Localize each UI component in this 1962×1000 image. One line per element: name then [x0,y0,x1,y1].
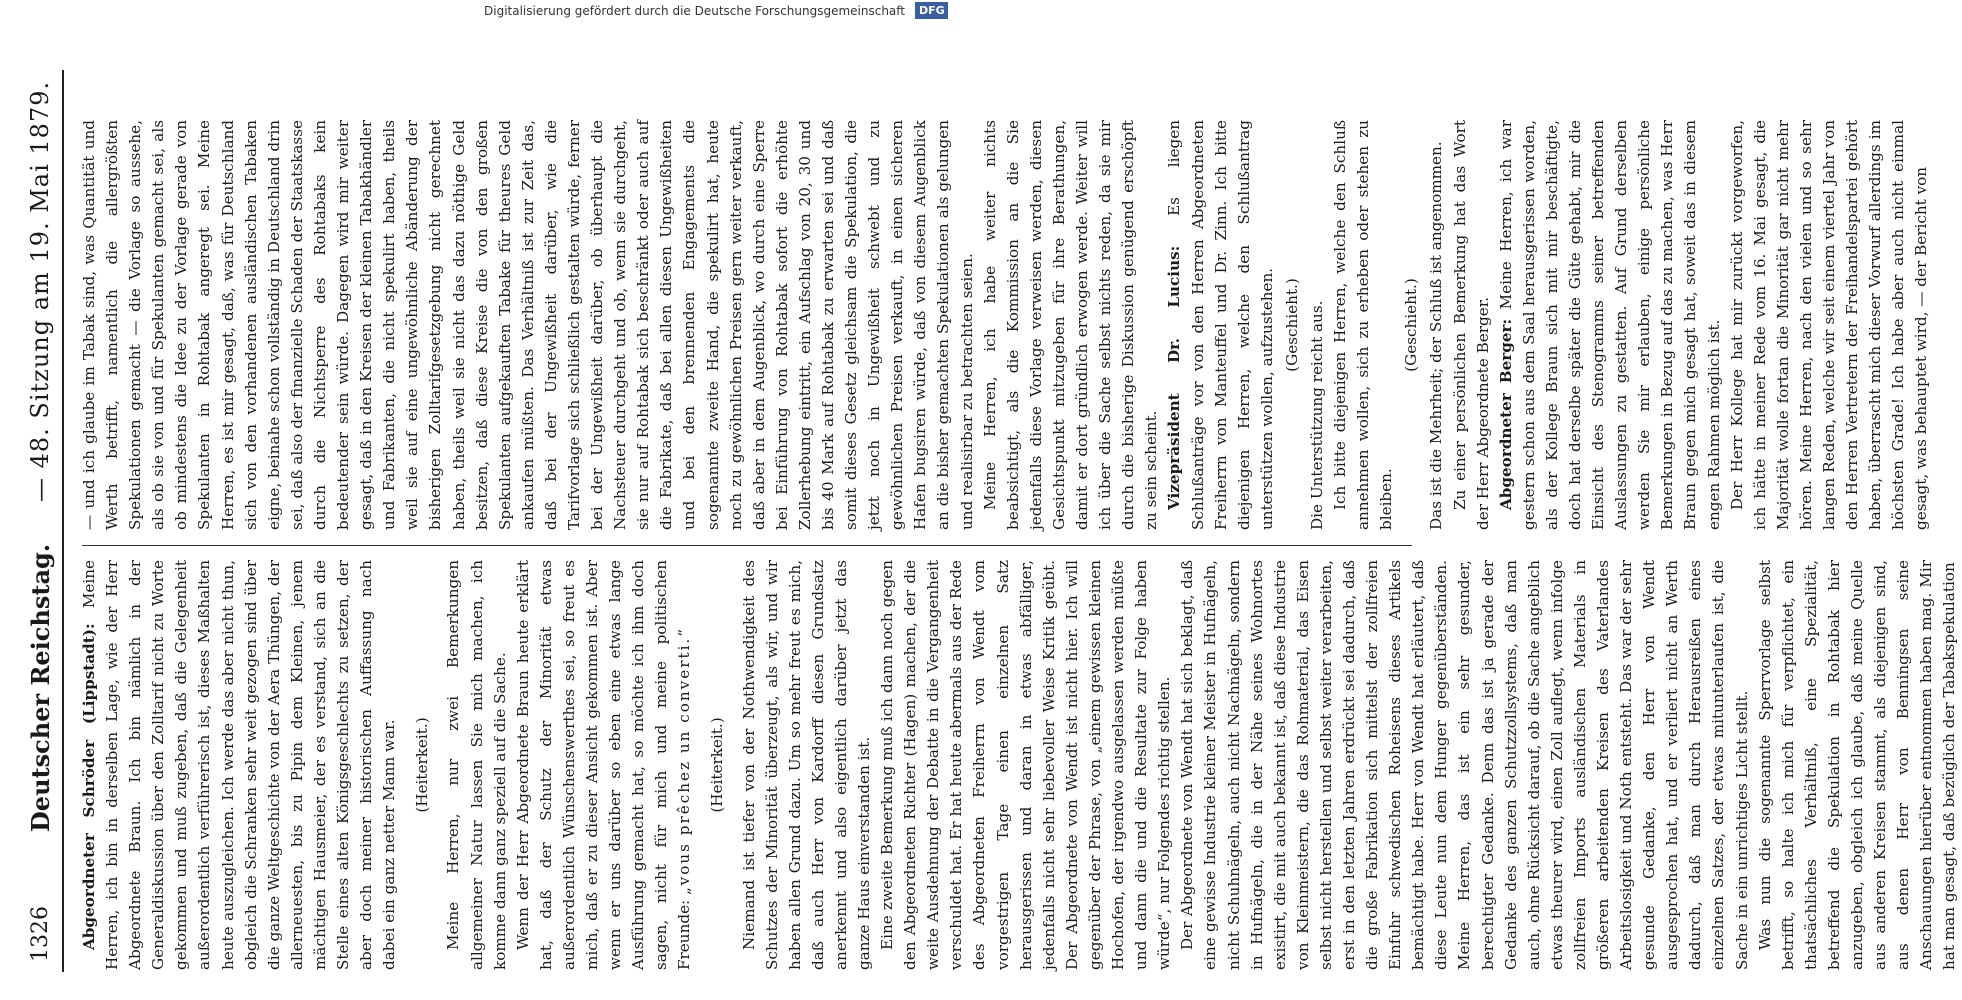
speaker-name: Abgeordneter Berger: [1496,318,1515,510]
speaker-name: Abgeordneter Schröder (Lippstadt): [80,623,98,950]
paragraph: Das ist die Mehrheit; der Schluß ist angenommen. [1427,141,1446,530]
stage-direction: (Heiterkeit.) [708,717,727,813]
paragraph: Abgeordneter Berger: Meine Herren, ich war gestern schon aus dem Saal herausgerissen worden, als der Kollege Braun sich mit mir beschäftigte, doch hat derselbe später die Güte gehabt, mir die Einsicht des Stenogramms seiner betreffenden Auslassungen zu gestatten. Auf Grund derselben werden Sie mir erlauben, einige persönliche Bemerkungen in Bezug auf das zu machen, was Herr Braun gegen mich gesagt hat, soweit das in diesem engen Rahmen möglich ist. [1496,120,1723,530]
paragraph: Wenn der Herr Abgeordnete Braun heute erklärt hat, daß der Schutz der Minorität etwas außerordentlich Wünschenswerthes sei, so freut es mich, daß er zu dieser Ansicht gekommen ist. Aber wenn er uns darüber so eben eine etwas lange Ausführung gemacht hat, so möchte ich ihm doch sagen, nicht für mich und meine politischen Freunde: „vous prêchez un converti.“ [513,560,694,970]
paragraph: Der Herr Kollege hat mir zurückt vorgeworfen, ich hätte in meiner Rede vom 16. Mai gesagt, die Majorität wolle fortan die Minorität gar nicht mehr hören. Meine Herren, nach den vielen und so sehr langen Reden, welche wir seit einem viertel Jahr von den Herren Vertretern der Freihandelspartei gehört haben, überrascht mich dieser Vorwurf allerdings im höchsten Grade! Ich habe aber auch nicht einmal gesagt, was behauptet wird, — der Bericht von [1727,120,1931,530]
column-divider [82,545,1412,546]
paragraph: Ich bitte diejenigen Herren, welche den Schluß annehmen wollen, sich zu erheben oder stehen zu bleiben. [1331,120,1396,530]
page-header [22,70,64,972]
paragraph: Eine zweite Bemerkung muß ich dann noch gegen den Abgeordneten Richter (Hagen) machen, der die weite Ausdehnung der Debatte in die Vergangenheit verschuldet hat. Er hat heute abermals aus der Rede des Abgeordneten Freiherrn von Wendt vom vorgestrigen Tage einen einzelnen Satz herausgerissen und daran in etwas abfälliger, jedenfalls nicht sehr liebevoller Weise Kritik geübt. Der Abgeordnete von Wendt ist nicht hier. Ich will gegenüber der Phrase, von „einem gewissen kleinen Hochofen, der irgendwo ausgelassen werden müßte und dann die und die Resultate zur Folge haben würde“, nur Folgendes richtig stellen. [878,560,1174,970]
credit-text: Digitalisierung gefördert durch die Deutsche Forschungsgemeinschaft [483,4,905,18]
page-number: 1326 [28,906,53,962]
stage-direction: (Heiterkeit.) [413,717,432,813]
paragraph: Zu einer persönlichen Bemerkung hat das Wort der Herr Abgeordnete Berger. [1450,120,1492,530]
stage-direction: (Geschieht.) [1402,278,1421,372]
paragraph: Was nun die sogenannte Sperrvorlage selbst betrifft, so halte ich mich für verpflichtet, ein thatsächliches Verhältniß, eine Spezialität, betreffend die Spekulation in Rohtabak hier anzugeben, obgleich ich glaube, daß meine Quelle aus anderen Kreisen stammt, als diejenigen sind, aus denen Herr von Benningsen seine Anschauungen hierüber entnommen haben mag. Mir hat man gesagt, daß bezüglich der Tabakspekulation [1755,560,1959,970]
paragraph: Meine Herren, ich habe weiter nichts beabsichtigt, als die Kommission an die Sie jedenfalls diese Vorlage verweisen werden, diesen Gesichtspunkt mitzugeben für ihre Berathungen, damit er dort gründlich erwogen werde. Weiter will ich über die Sache selbst nichts reden, da sie mir durch die bisherige Diskussion genügend erschöpft zu sein scheint. [980,120,1161,530]
paragraph: Meine Herren, nur zwei Bemerkungen allgemeiner Natur lassen Sie mich machen, ich komme dann ganz speziell auf die Sache. [444,560,509,970]
right-column [78,120,1931,530]
paragraph: Die Unterstützung reicht aus. [1307,300,1326,530]
paragraph: Vizepräsident Dr. Lucius: Es liegen Schlußanträge vor von den Herren Abgeordneten Freiherrn von Manteuffel und Dr. Zinn. Ich bitte diejenigen Herren, welche den Schlußantrag unterstützen wollen, aufzustehen. [1165,120,1276,530]
digitization-credit [0,0,1432,60]
session-heading: — 48. Sitzung am 19. Mai 1879. [26,80,54,502]
dfg-logo: DFG [915,2,949,19]
speaker-name: Vizepräsident Dr. Lucius: [1165,245,1184,510]
page-title: Deutscher Reichstag. [26,543,55,832]
paragraph: — und ich glaube im Tabak sind, was Quantität und Werth betrifft, namentlich die allergrößten Spekulationen gemacht — die Vorlage so aussehe, als ob sie von und für Spekulanten gemacht sei, als ob mindestens die Idee zu der Vorlage gerade von Spekulanten in Rohtabak angeregt sei. Meine Herren, es ist mir gesagt, daß, was für Deutschland sich von den vorhandenen ausländischen Tabaken eigne, beinahe schon vollständig in Deutschland drin sei, daß also der finanzielle Schaden der Staatskasse durch die Nichtsperre des Rohtabaks kein bedeutender sein würde. Dagegen wird mir weiter gesagt, daß in den Kreisen der kleinen Tabakhändler und Fabrikanten, die nicht spekulirt haben, theils weil sie auf eine ungewöhnliche Abänderung der bisherigen Zolltarifgesetzgebung nicht gerechnet haben, theils weil sie nicht das dazu nöthige Geld besitzen, daß diese Kreise die von den großen Spekulanten aufgekauften Tabake für theures Geld ankaufen müßten. Das Verhältniß ist zur Zeit das, daß bei der Ungewißheit darüber, wie die Tarifvorlage sich schließlich gestalten würde, ferner bei der Ungewißheit darüber, ob überhaupt die Nachsteuer durchgeht und ob, wenn sie durchgeht, sie nur auf Rohtabak sich beschränkt oder auch auf die Fabrikate, daß bei allen diesen Ungewißheiten und bei den brennenden Engagements die sogenannte zweite Hand, die spekulirt hat, heute noch zu gewöhnlichen Preisen gern weiter verkauft, daß aber in dem Augenblick, wo durch eine Sperre bei Einführung von Rohtabak sofort die erhöhte Zollerhebung eintritt, ein Aufschlag von 20, 30 und bis 40 Mark auf Rohtabak zu erwarten sei und daß somit dieses Gesetz gleichsam die Spekulation, die jetzt noch in Ungewißheit schwebt und zu gewöhnlichen Preisen verkauft, in einen sicheren Hafen bugsiren würde, daß von diesem Augenblick an die bisher gemachten Spekulationen als gelungen und realisirbar zu betrachten seien. [80,120,976,530]
french-quote: „vous prêchez un converti.“ [675,626,694,895]
stage-direction: (Geschieht.) [1282,278,1301,372]
paragraph: Abgeordneter Schröder (Lippstadt): Meine Herren, ich bin in derselben Lage, wie der Herr Abgeordnete Braun. Ich bin nämlich in der Generaldiskussion über den Zolltarif nicht zu Worte gekommen und muß zugeben, daß die Gelegenheit außerordentlich verführerisch ist, dieses Maßhalten heute auszugleichen. Ich werde das aber nicht thun, obgleich die Schranken sehr weit gezogen sind über die ganze Weltgeschichte von der Aera Thüngen, der allerneuesten, bis zu Pipin dem Kleinen, jenem mächtigen Hausmeier, der es verstand, sich an die Stelle eines alten Königsgeschlechts zu setzen, der aber doch meiner historischen Auffassung nach dabei ein ganz netter Mann war. [80,560,399,970]
paragraph: Niemand ist tiefer von der Nothwendigkeit des Schutzes der Minorität überzeugt, als wir, und wir haben allen Grund dazu. Um so mehr freut es mich, daß auch Herr von Kardorff diesen Grundsatz anerkennt und also eigentlich darüber jetzt das ganze Haus einverstanden ist. [739,560,873,970]
paragraph: Der Abgeordnete von Wendt hat sich beklagt, daß eine gewisse Industrie kleiner Meister in Hufnägeln, nicht Schuhnägeln, auch nicht Nachnägeln, sondern in Hufnägeln, die in der Nähe seines Wohnortes existirt, die mit auch bekannt ist, daß diese Industrie von Kleinmeistern, die das Rohmaterial, das Eisen selbst nicht herstellen und selbst weiter verarbeiten, erst in den letzten Jahren erdrückt sei dadurch, daß die große Fabrikation sich mittelst der zollfreien Einfuhr schwedischen Roheisens dieses Artikels bemächtigt habe. Herr von Wendt hat erläutert, daß diese Leute nun dem Hunger gegenüberständen. Meine Herren, das ist ein sehr gesunder, berechtigter Gedanke. Denn das ist ja gerade der Gedanke des ganzen Schutzzollsystems, daß man auch, ohne Rücksicht darauf, ob die Sache angeblich etwas theurer wird, einen Zoll auflegt, wenn infolge zollfreien Imports ausländischen Materials in größeren arbeitenden Kreisen des Vaterlandes Arbeitslosigkeit und Noth entsteht. Das war der sehr gesunde Gedanke, den Herr von Wendt ausgesprochen hat, und er verliert nicht an Werth dadurch, daß man durch Herausreißen eines einzelnen Satzes, der etwas mitunterlaufen ist, die Sache in ein unrichtiges Licht stellt. [1178,560,1751,970]
left-column [78,560,1959,970]
